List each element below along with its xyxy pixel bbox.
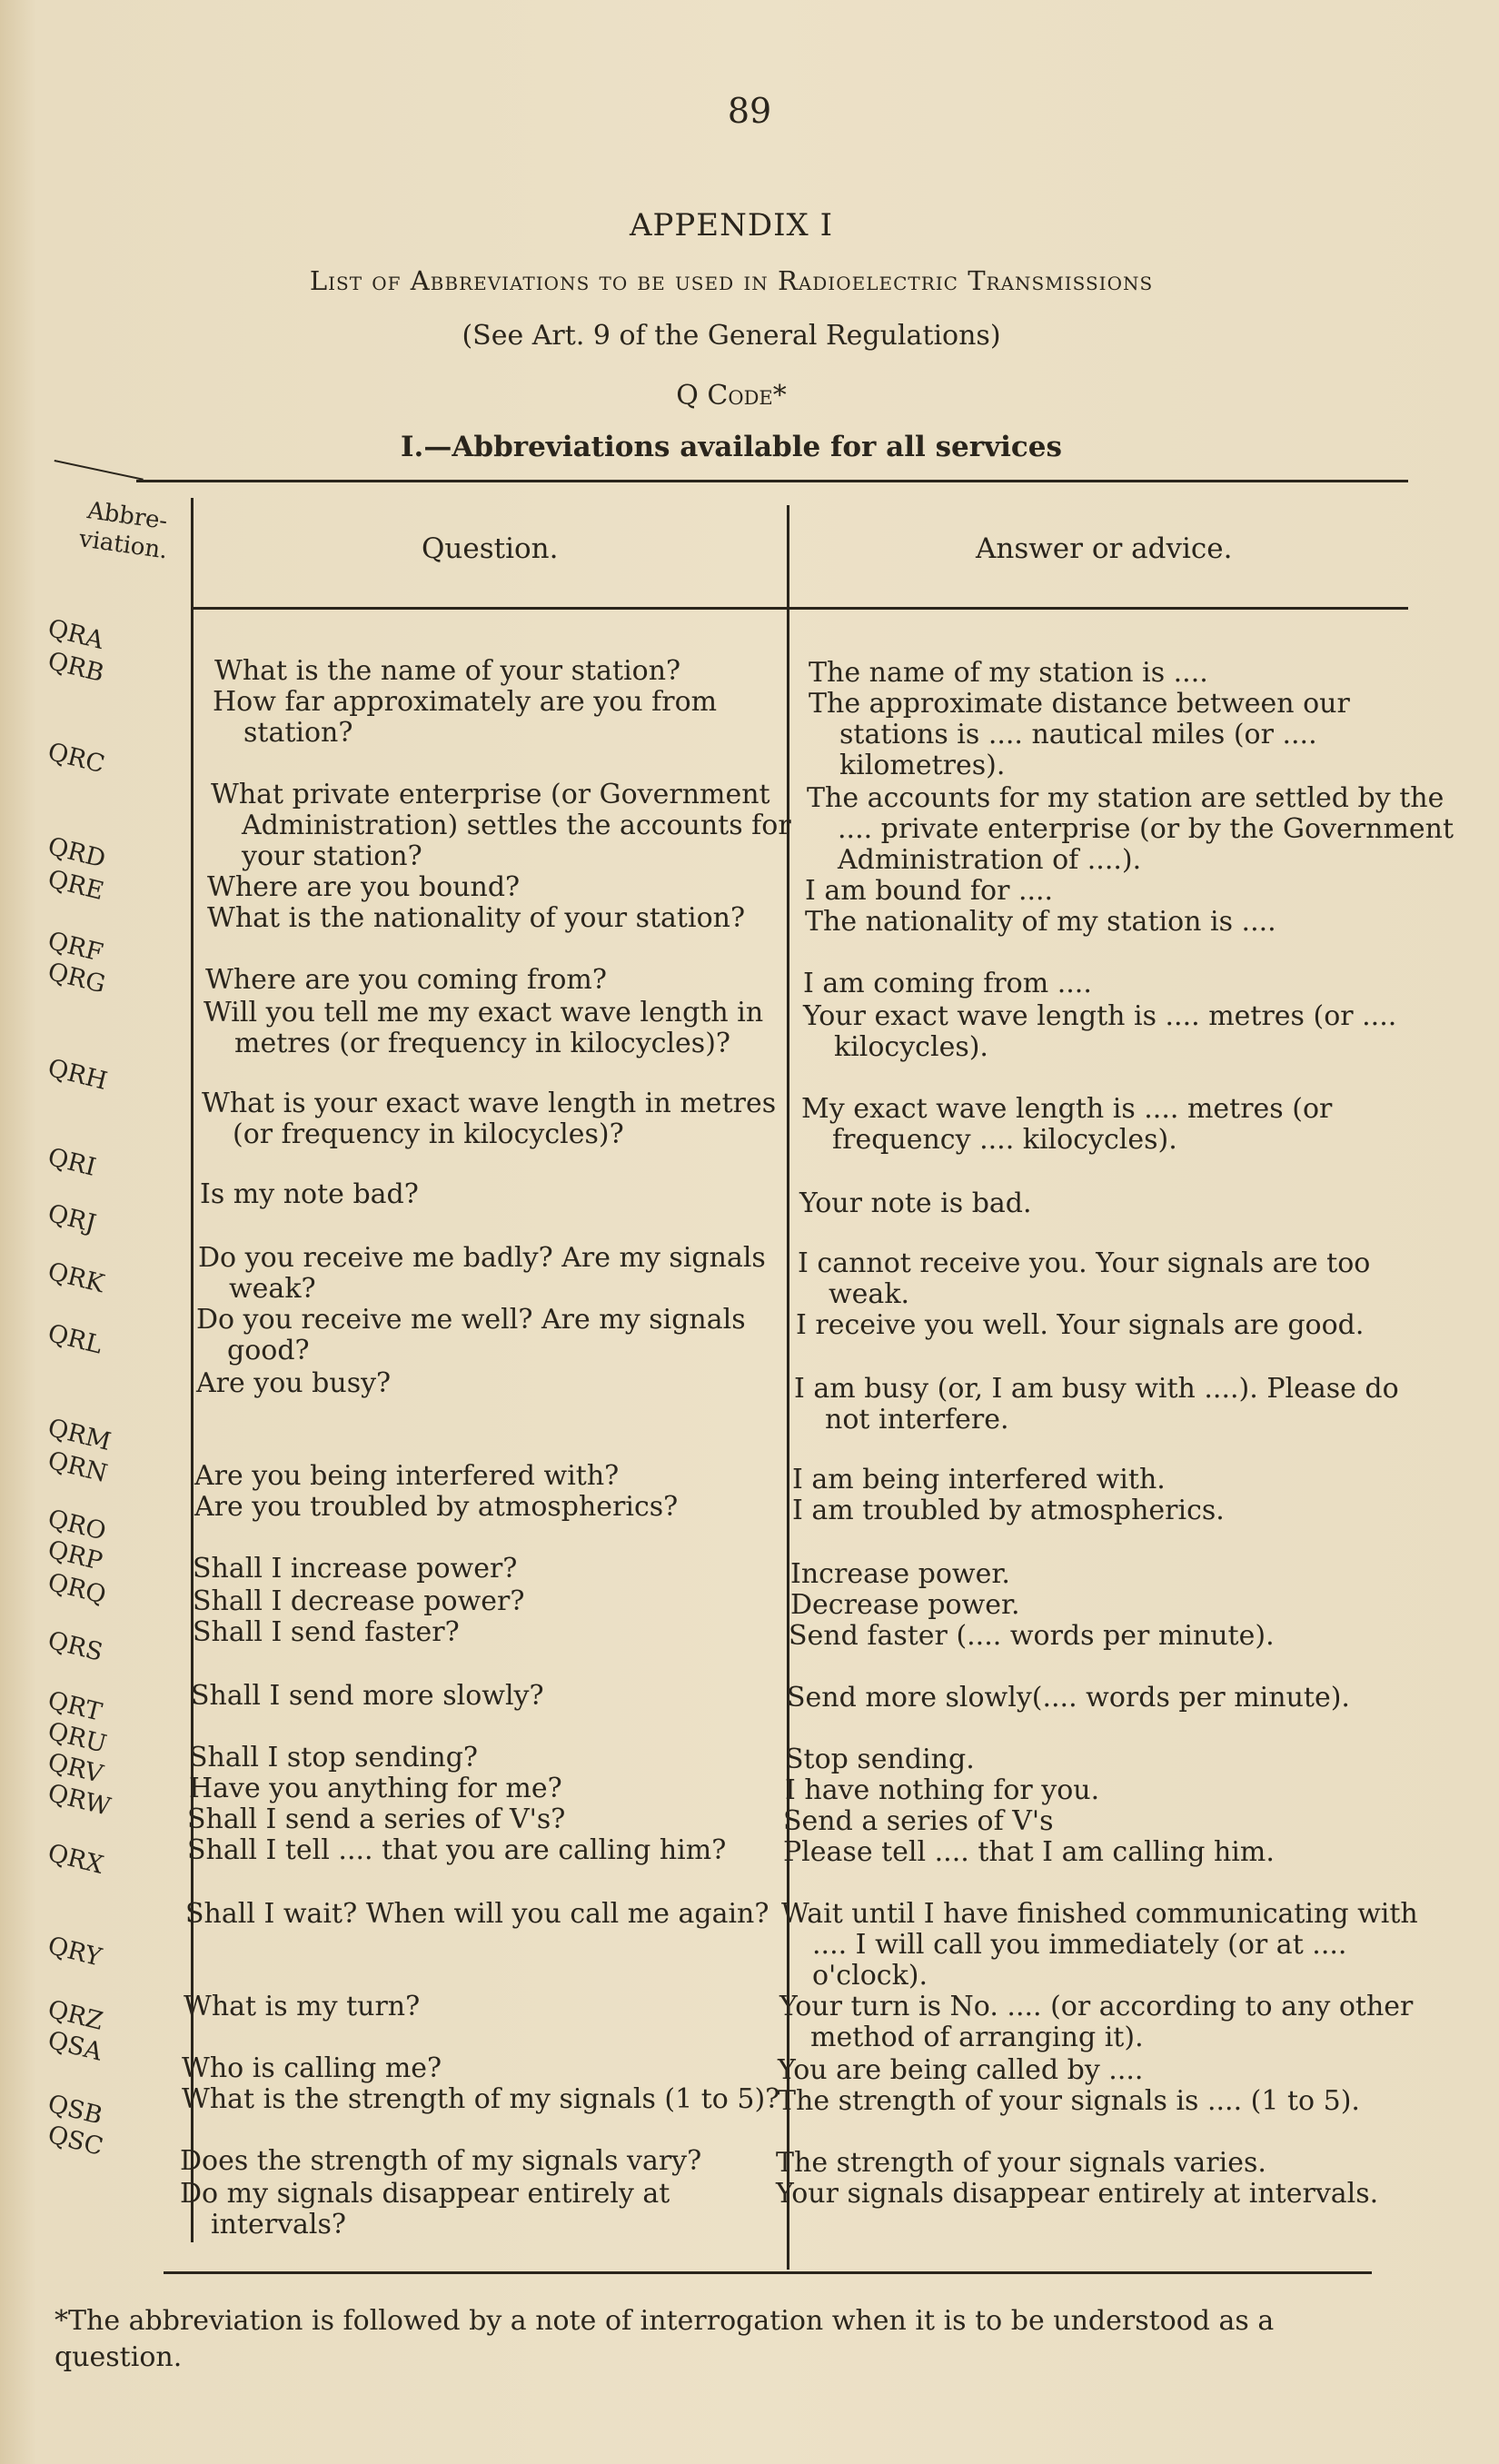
- answer-qrt: Stop sending.: [785, 1744, 975, 1775]
- question-qsb: Does the strength of my signals vary?: [180, 2145, 702, 2177]
- code-qrz: QRZ: [45, 1995, 106, 2036]
- column-divider-left: [191, 498, 194, 2242]
- question-qrn: Are you troubled by atmospherics?: [194, 1491, 679, 1523]
- code-qsb: QSB: [45, 2090, 105, 2131]
- question-qre: What is the nationality of your station?: [207, 902, 746, 934]
- code-qrl: QRL: [45, 1319, 105, 1360]
- question-qrs: Shall I send more slowly?: [191, 1680, 544, 1712]
- answer-qry: Your turn is No. .... (or according to any other method of arranging it).: [779, 1991, 1414, 2053]
- question-qrv: Shall I send a series of V's?: [187, 1803, 566, 1835]
- code-qrk: QRK: [45, 1257, 107, 1299]
- answer-qrz: You are being called by ....: [778, 2054, 1144, 2086]
- header-rule: [191, 607, 1408, 610]
- code-qry: QRY: [45, 1932, 104, 1972]
- answer-qrn: I am troubled by atmospherics.: [792, 1495, 1225, 1526]
- answer-qrh: My exact wave length is .... metres (or frequency .... kilocycles).: [801, 1093, 1333, 1156]
- question-qrc: What private enterprise (or Government Administration) settles the accounts for your station?: [211, 779, 791, 872]
- question-qrk: Do you receive me well? Are my signals good?: [196, 1304, 746, 1366]
- code-qrv: QRV: [45, 1748, 106, 1789]
- question-qro: Shall I increase power?: [193, 1553, 518, 1585]
- q-code-heading: Q Code*: [676, 380, 787, 412]
- answer-qrq: Send faster (.... words per minute).: [789, 1620, 1275, 1652]
- question-qrm: Are you being interfered with?: [194, 1460, 620, 1492]
- code-qri: QRI: [45, 1143, 99, 1182]
- code-qrp: QRP: [45, 1535, 105, 1576]
- column-header-question: Question.: [422, 532, 559, 565]
- code-qrq: QRQ: [45, 1568, 109, 1610]
- answer-qrv: Send a series of V's: [783, 1805, 1054, 1837]
- footnote: *The abbreviation is followed by a note of interrogation when it is to be understood as a question.: [55, 2305, 1275, 2373]
- question-qsa: What is the strength of my signals (1 to 5)?: [182, 2083, 780, 2115]
- code-qrg: QRG: [45, 958, 109, 999]
- question-qrt: Shall I stop sending?: [189, 1742, 479, 1773]
- answer-qrj: I cannot receive you. Your signals are too weak.: [798, 1247, 1371, 1310]
- question-qrf: Where are you coming from?: [205, 964, 607, 996]
- answer-qrm: I am being interfered with.: [792, 1464, 1166, 1495]
- code-qsa: QSA: [45, 2026, 105, 2067]
- answer-qrd: I am bound for ....: [805, 875, 1054, 907]
- code-qrn: QRN: [45, 1446, 111, 1489]
- answer-qrx: Wait until I have finished communicating with .... I will call you immediately (or at .... o'clock).: [781, 1898, 1418, 1992]
- answer-qro: Increase power.: [790, 1558, 1010, 1590]
- code-qrj: QRJ: [45, 1199, 99, 1238]
- column-header-answer: Answer or advice.: [976, 532, 1233, 565]
- code-qrf: QRF: [45, 927, 106, 968]
- answer-qsb: The strength of your signals varies.: [776, 2147, 1266, 2179]
- code-qrs: QRS: [45, 1626, 106, 1667]
- question-qrl: Are you busy?: [196, 1367, 392, 1399]
- question-qrj: Do you receive me badly? Are my signals weak?: [198, 1242, 766, 1305]
- question-qrx: Shall I wait? When will you call me again?: [185, 1898, 769, 1930]
- answer-qrg: Your exact wave length is .... metres (or .... kilocycles).: [803, 1000, 1397, 1063]
- answer-qrk: I receive you well. Your signals are good.: [796, 1309, 1365, 1341]
- list-title: List of Abbreviations to be used in Radioelectric Transmissions: [309, 265, 1154, 296]
- question-qrq: Shall I send faster?: [193, 1616, 460, 1648]
- code-qru: QRU: [45, 1717, 110, 1759]
- answer-qsc: Your signals disappear entirely at intervals.: [776, 2178, 1379, 2210]
- answer-qri: Your note is bad.: [799, 1187, 1032, 1219]
- question-qri: Is my note bad?: [200, 1178, 419, 1210]
- code-qrw: QRW: [45, 1779, 114, 1822]
- column-header-abbreviation: Abbre-viation.: [77, 497, 170, 565]
- answer-qrb: The approximate distance between our stations is .... nautical miles (or .... kilometres).: [809, 688, 1350, 781]
- answer-qrp: Decrease power.: [790, 1589, 1020, 1621]
- code-qsc: QSC: [45, 2121, 106, 2161]
- question-qra: What is the name of your station?: [214, 655, 681, 687]
- answer-qru: I have nothing for you.: [785, 1774, 1100, 1806]
- code-qrd: QRD: [45, 832, 109, 874]
- answer-qre: The nationality of my station is ....: [805, 906, 1276, 938]
- question-qrb: How far approximately are you from station?: [213, 686, 718, 749]
- code-qrh: QRH: [45, 1054, 111, 1097]
- question-qry: What is my turn?: [184, 1991, 421, 2022]
- answer-qrw: Please tell .... that I am calling him.: [783, 1836, 1275, 1868]
- answer-qra: The name of my station is ....: [809, 657, 1208, 689]
- code-qrm: QRM: [45, 1414, 114, 1457]
- see-reference: (See Art. 9 of the General Regulations): [462, 320, 1001, 352]
- code-qrt: QRT: [45, 1686, 105, 1727]
- page-number: 89: [727, 91, 772, 131]
- question-qrz: Who is calling me?: [182, 2052, 442, 2084]
- code-qra: QRA: [45, 614, 107, 656]
- question-qrw: Shall I tell .... that you are calling him?: [187, 1834, 727, 1866]
- question-qru: Have you anything for me?: [189, 1773, 562, 1804]
- answer-qrc: The accounts for my station are settled by the .... private enterprise (or by the Government Administration of ....).: [807, 782, 1454, 876]
- answer-qsa: The strength of your signals is .... (1 to 5).: [778, 2085, 1360, 2117]
- question-qsc: Do my signals disappear entirely at intervals?: [180, 2178, 670, 2240]
- question-qrg: Will you tell me my exact wave length in metres (or frequency in kilocycles)?: [204, 997, 764, 1059]
- code-qre: QRE: [45, 865, 107, 907]
- question-qrp: Shall I decrease power?: [193, 1585, 525, 1617]
- section-title: I.—Abbreviations available for all services: [401, 431, 1062, 463]
- answer-qrl: I am busy (or, I am busy with ....). Please do not interfere.: [794, 1373, 1399, 1436]
- code-qrc: QRC: [45, 738, 108, 780]
- answer-qrs: Send more slowly(.... words per minute).: [787, 1682, 1350, 1714]
- question-qrd: Where are you bound?: [207, 871, 521, 903]
- top-rule: [136, 480, 1408, 482]
- bottom-rule: [164, 2271, 1372, 2274]
- code-qrb: QRB: [45, 647, 107, 689]
- question-qrh: What is your exact wave length in metres (or frequency in kilocycles)?: [202, 1088, 777, 1150]
- answer-qrf: I am coming from ....: [803, 968, 1092, 999]
- appendix-heading: APPENDIX I: [629, 207, 833, 243]
- code-qrx: QRX: [45, 1839, 106, 1881]
- code-qro: QRO: [45, 1505, 109, 1546]
